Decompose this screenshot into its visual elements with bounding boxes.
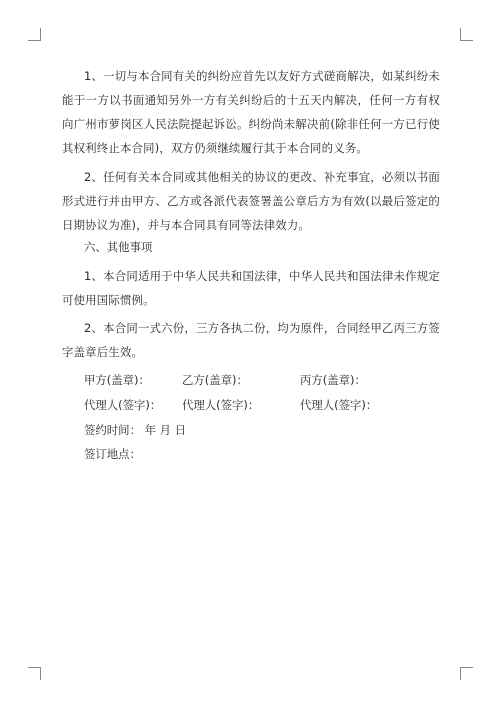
agent-b-signature-label: 代理人(签字)：	[182, 398, 260, 412]
agent-a-signature-label: 代理人(签字)：	[84, 398, 162, 412]
copies-effective-paragraph: 2、本合同一式六份，三方各执二份，均为原件，合同经甲乙丙三方签字盖章后生效。	[62, 321, 440, 359]
signing-place-label: 签订地点：	[84, 447, 141, 461]
agent-signature-row	[84, 397, 444, 417]
party-seal-row	[84, 372, 444, 392]
party-b-seal-label: 乙方(盖章)：	[182, 373, 248, 387]
crop-mark-bottom-left	[28, 667, 41, 680]
dispute-clause-paragraph: 1、一切与本合同有关的纠纷应首先以友好方式磋商解决，如某纠纷未能于一方以书面通知另外一方有关纠纷后的十五天内解决，任何一方有权向广州市萝岗区人民法院提起诉讼。纠纷尚未解决前(除非任何一方已行使其权利终止本合同)，双方仍须继续履行其于本合同的义务。	[62, 69, 440, 155]
amendment-clause-paragraph: 2、任何有关本合同或其他相关的协议的更改、补充事宜，必须以书面形式进行并由甲方、乙方或各派代表签署盖公章后方为有效(以最后签定的日期协议为准)，并与本合同具有同等法律效力。	[62, 170, 440, 232]
section-heading-other-matters: 六、其他事项	[84, 240, 153, 254]
crop-mark-top-right	[460, 28, 473, 41]
crop-mark-bottom-right	[460, 667, 473, 680]
signing-date-label: 签约时间： 年 月 日	[84, 423, 186, 437]
crop-mark-top-left	[28, 28, 41, 41]
governing-law-paragraph: 1、本合同适用于中华人民共和国法律，中华人民共和国法律未作规定可使用国际惯例。	[62, 269, 440, 307]
agent-c-signature-label: 代理人(签字)：	[300, 398, 378, 412]
party-a-seal-label: 甲方(盖章)：	[84, 373, 150, 387]
party-c-seal-label: 丙方(盖章)：	[300, 373, 366, 387]
